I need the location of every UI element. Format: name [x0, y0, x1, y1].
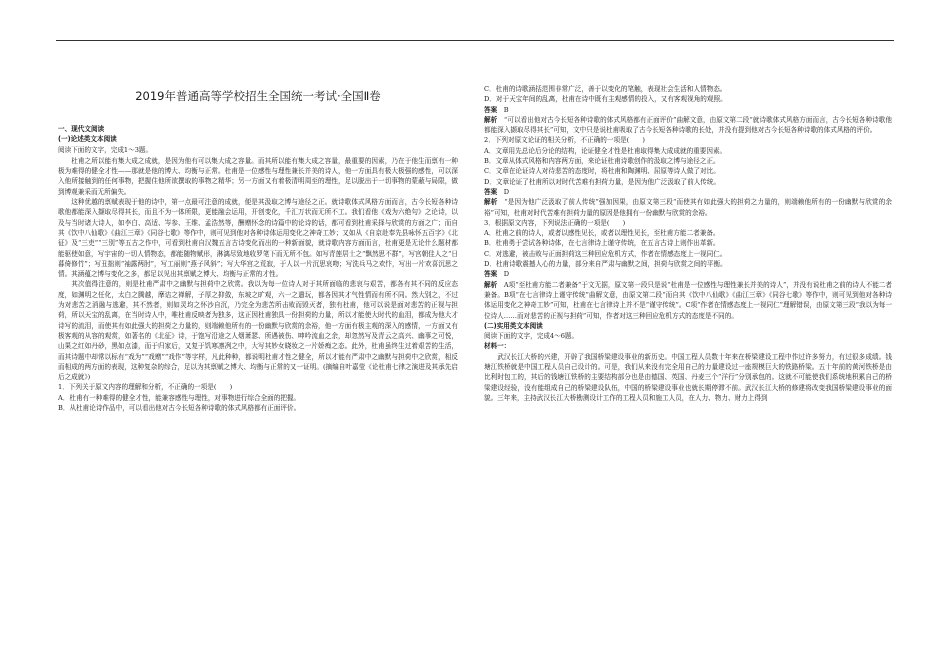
question-1-option-a: A．杜甫有一种难得的健全才性，能兼容感性与理性，对事物进行综合全面的把握。 [58, 393, 301, 402]
question-2: 2．下列对原文论证的相关分析，不正确的一项是( ) [484, 136, 645, 145]
explanation-label: 解析 [484, 198, 498, 207]
question-1: 1．下列关于原文内容的理解和分析，不正确的一项是( ) [58, 383, 233, 392]
answer-3: D [503, 270, 510, 279]
section-heading: 一、现代文阅读 [58, 125, 105, 133]
question-3-option-c: C．对逃避，被击败与正面担荷这三种回应危机方式，作者在情感态度上一视同仁。 [484, 249, 727, 258]
explanation-1: “可以看出他对古今长短各种诗歌的体式风格都有正面评价”曲解文意，由原文第二段“就诗歌体式风格方面而言，古今长短各种诗歌他都能深入撷取尽得其长”可知，文中只是说杜甫吸取了古今长短各种诗歌的长处，并没有提到他对古今长短各种诗歌的体式风格的评价。 [484, 115, 893, 135]
answer-2: D [503, 187, 510, 196]
question-1-option-d: D．对于天宝年间的乱离，杜甫在诗中既有主观感情的投入，又有客观视角的观照。 [484, 95, 727, 104]
question-2-option-b: B．文章从体式风格和内容两方面，来论证杜甫诗歌创作的汲取之博与途径之正。 [484, 157, 720, 166]
left-column [58, 88, 458, 413]
page-title: 2019年普通高等学校招生全国统一考试·全国Ⅱ卷 [135, 89, 381, 103]
question-1-option-c: C．杜甫的诗歌涵括范围非常广泛，善于以变化的笔触，表现社会生活和人情物态。 [484, 85, 727, 93]
passage-paragraph-2: 这种优越的禀赋表现于他的诗中，第一点最可注意的成就，便是其汲取之博与途径之正。就诗歌体式风格方面而言，古今长短各种诗歌他都能深入撷取尽得其长，而且不为一体所限，更能融会运用，开创变化，千汇万状而无所不工。我们看他《戏为六绝句》之论诗，以及与当时诸大诗人，如李白、高适、岑参、王维、孟浩然等，酬赠怀念的诗篇中的论诗的话，都可看到杜甫采择与欣赏的方面之广；而自其《饮中八仙歌》《曲江三章》《同谷七歌》等作中，则可见到他对各种诗体运用变化之神奇工妙；又如从《自京赴奉先县咏怀五百字》《北征》及“三吏”“三别”等五古之作中，可看到杜甫自汉魏五言古诗变化而出的一种新面貌，就诗歌内容方面而言，杜甫更是无论什么题材都能驱使如意，写宇宙的一切人情物态，都能随物赋形，淋漓尽致地收罗笔下而无所不包。如写青莲居士之“飘然思不群”，写宫朝佳人之“日暮倚修竹”；写丑拙则“袖露两肘”，写工丽则“燕子风斜”；写大华宫之荒寂，于人以一片沉思哀吻；写洗兵马之欢忭，写出一片欢喜沉思之情。其涵蕴之博与变化之多，都足以见出其禀赋之博大、均衡与正常的才性。 [58, 198, 458, 279]
material-label: 材料一： [484, 342, 511, 351]
explanation-3: A项“至杜甫方能二者兼备”于文无据，原文第一段只是说“杜甫是一位感性与理性兼长并美的诗人”，并没有说杜甫之前的诗人不能二者兼备。B项“在七言律诗上谨守传统”曲解文意，由原文第二段“而自其《饮中八仙歌》《曲江三章》《同谷七歌》等作中，则可见到他对各种诗体运用变化之神奇工妙”可知，杜甫在七言律诗上并不是“谨守传统”。C项“作者在情感态度上一视同仁”理解错误，由原文第三段“我以为每一位诗人……而对悲苦的正视与担荷”可知，作者对这三种回应危机方式的态度是不同的。 [484, 280, 893, 320]
question-1-option-b: B．从杜甫论诗作品中，可以看出他对古今长短各种诗歌的体式风格都有正面评价。 [58, 404, 301, 413]
question-3: 3．根据原文内容，下列说法正确的一项是( ) [484, 218, 626, 227]
subsection-heading: (一)论述类文本阅读 [58, 135, 117, 144]
answer-label: 答案 [484, 270, 498, 279]
answer-label: 答案 [484, 105, 498, 114]
instruction: 阅读下面的文字，完成1～3题。 [58, 145, 153, 154]
instruction: 阅读下面的文字，完成4～6题。 [484, 332, 579, 341]
question-2-option-d: D．文章论证了杜甫所以对时代苦难有担荷力量，是因为他广泛汲取了前人传统。 [484, 177, 721, 186]
question-3-option-d: D．杜甫诗歌震撼人心的力量，部分来自严肃与幽默之间，担荷与欣赏之间的平衡。 [484, 260, 727, 269]
answer-1: B [503, 105, 509, 114]
passage-paragraph-3: 其次值得注意的，则是杜甫严肃中之幽默与担荷中之欣赏。我以为每一位诗人对于其所面临的悲哀与艰苦，都各有其不同的反应态度，如渊明之任化，太白之腾越，摩诘之禅解，子厚之抑敛，东坡之旷观，六一之遣玩，都各因其才气性情而有所不同。然大别之，不过为对悲苦之消融与逃避，其不然者，则如灵均之怀沙自沉，乃完全为悲苦所击败而毁灭者，独有杜甫，他可以说是面对悲苦的正视与担荷，所以天宝的乱离，在当时诗人中，唯杜甫反映者为独多，这正因杜甫独具一份担荷的力量，所以才能使大时代的血泪，都成为他大才诗写的流泪，而使其有如此强大的担荷之力量的，则端赖他所有的一份幽默与欣赏的余裕，他一方面有极主观的深入的感情，一方面又有极客观的从容的观赏，如著名的《北征》诗，于饱写沿途之人烟萧瑟、所遇被伤、呻吟流血之余，却忽然写及青云之高兴、幽事之可悦，山果之红如丹砂，黑如点漆，而于归家后，又复于饥寒凛冽之中，大写其妙女晓妆之一片娇痴之态。此外，杜甫虽终生过着艰苦的生活，而其诗题中却常以标有“戏为”“戏赠”“戏作”等字样，凡此种种，都说明杜甫才性之健全，所以才能有严肃中之幽默与担荷中之欣赏，相反而相成的两方面的表现，这种复杂的综合，足以为其禀赋之博大、均衡与正常的又一证明。(摘编自叶嘉莹《论杜甫七律之演进及其承先启后之成就》) [58, 280, 458, 382]
material-paragraph: 武汉长江大桥的兴建，开辟了我国桥梁建设事业的新历史。中国工程人员数十年来在桥梁建设工程中作过许多努力，有过很多成绩。钱塘江铁桥就是中国工程人员自己设计的。可是，我们从来没有完全用自己的力量建设过一座规模巨大的铁路桥梁。五十年前的黄河铁桥是由比利时包工的，其后的钱塘江铁桥的主要结构部分也是由德国、英国、丹麦三个“洋行”分别承包的。这就不可能使我们系统地积累自己的桥梁建设经验，没有能组成自己的桥梁建设队伍，中国的桥梁建设事业也就长期停滞不前。武汉长江大桥的修建将改变我国桥梁建设事业的面貌。三年来，主持武汉长江大桥勘测设计工作的工程人员和施工人员，在人力、物力、财力上得到 [484, 352, 892, 402]
question-2-option-a: A．文章用先总论后分论的结构，论证健全才性是杜甫取得集大成成就的重要因素。 [484, 146, 727, 155]
explanation-label: 解析 [484, 115, 498, 124]
explanation-2: “是因为他广泛汲取了前人传统”强加因果，由原文第三段“而使其有如此强大的担荷之力量的，则端赖他所有的一份幽默与欣赏的余裕”可知，杜甫对时代苦难有担荷力量的原因是他拥有一份幽默与欣赏的余裕。 [484, 198, 893, 217]
subsection-heading: (二)实用类文本阅读 [484, 321, 543, 330]
question-2-option-c: C．文章在论证诗人对待悲苦的态度时，将杜甫和陶渊明、屈原等诗人做了对比。 [484, 167, 720, 176]
explanation-label: 解析 [484, 280, 498, 289]
question-3-option-a: A．杜甫之前的诗人，或者以感性见长，或者以理性见长，至杜甫方能二者兼备。 [484, 229, 720, 238]
passage-paragraph-1: 杜甫之所以能有集大成之成就，是因为他有可以集大成之容量。而其所以能有集大成之容量，最重要的因素，乃在于他生而禀有一种极为难得的健全才性——那就是他的博大、均衡与正常。杜甫是一位感性与理性兼长并美的诗人，他一方面具有极大极强的感性，可以深入他所接触到的任何事物，把握住他所欲撰取的事物之精华；另一方面又有着极清明周至的理性，足以脱出于一切事物的蒙蔽与局限，做到博观兼采而无所偏失。 [58, 156, 458, 196]
header-rule [56, 40, 894, 41]
question-3-option-b: B．杜甫勇于尝试各种诗体，在七言律诗上谨守传统，在五言古诗上则作出革新。 [484, 239, 720, 248]
answer-label: 答案 [484, 187, 498, 196]
right-column [484, 84, 892, 403]
